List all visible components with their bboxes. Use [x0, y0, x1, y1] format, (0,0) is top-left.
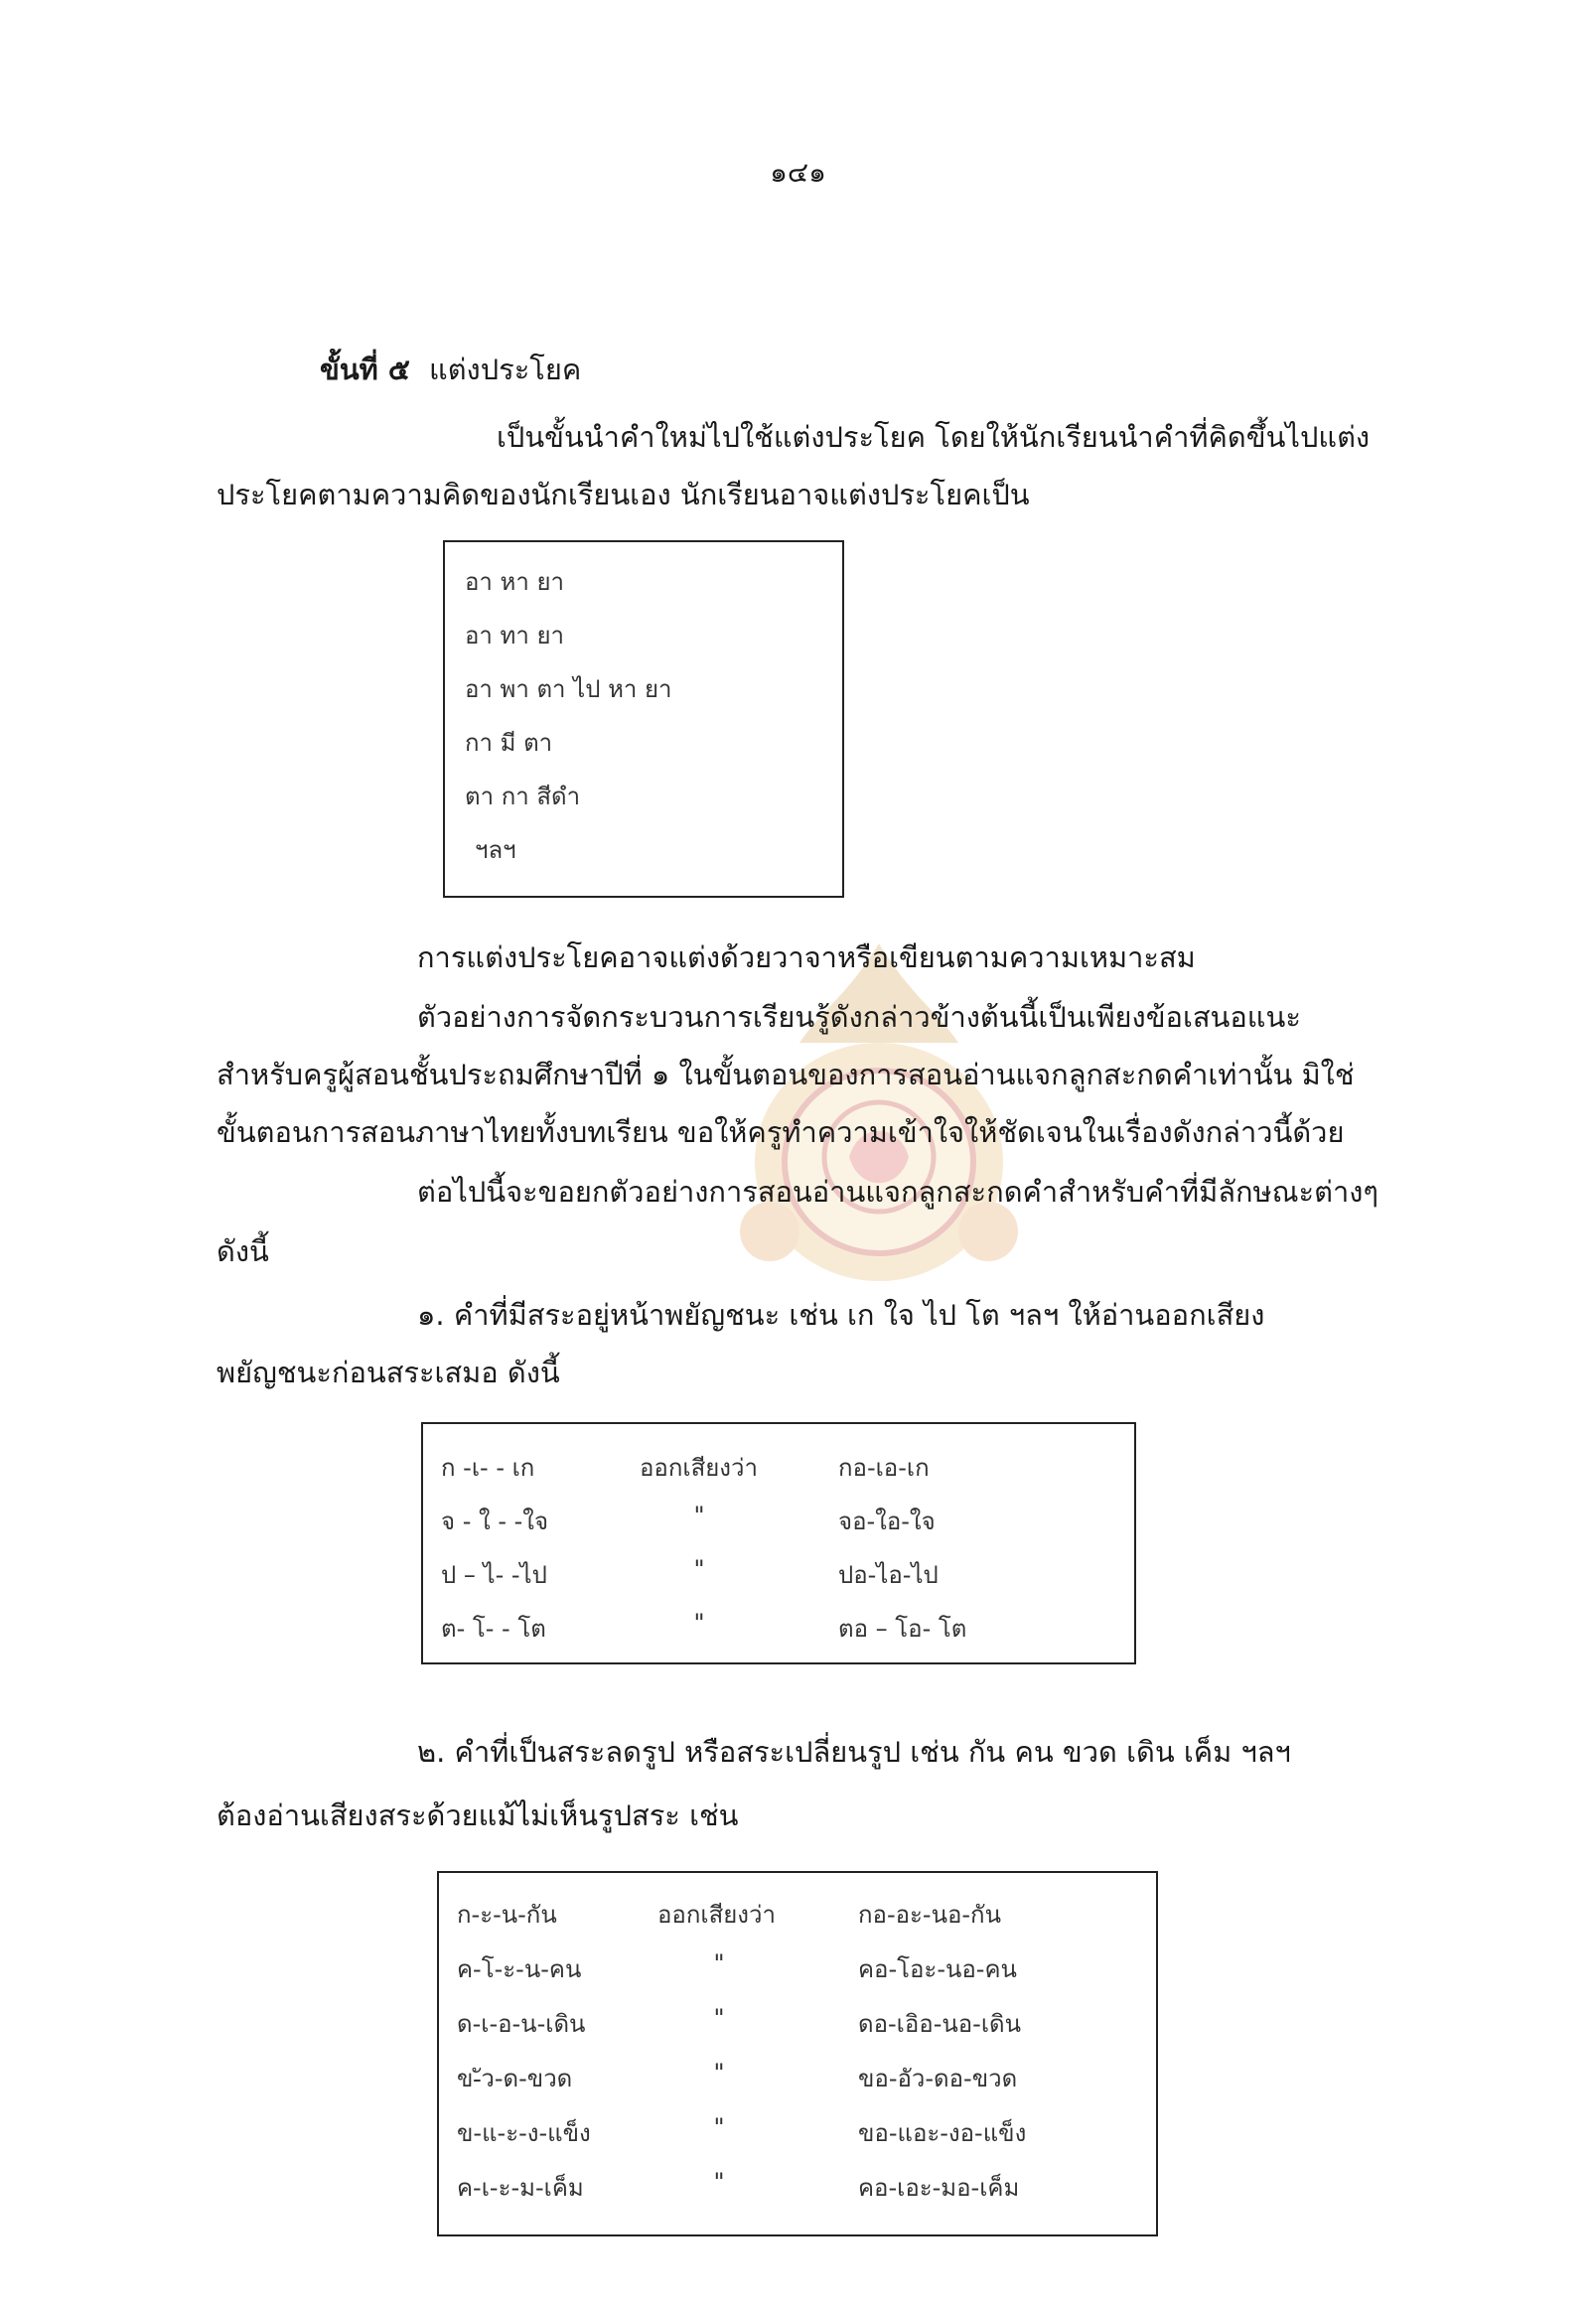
table-cell-read: ขอ-แอะ-งอ-แข็ง — [858, 2119, 1027, 2147]
table-cell-spell: ข-ัว-ด-ขวด — [457, 2065, 573, 2092]
table-cell-spell: ค-เ-ะ-ม-เค็ม — [457, 2174, 584, 2202]
paragraph-2-line-2: สำหรับครูผู้สอนชั้นประถมศึกษาปีที่ ๑ ในขั้นตอนของการสอนอ่านแจกลูกสะกดคำเท่านั้น มิใช่ — [217, 1058, 1355, 1091]
table-cell-spell: จ - ใ - -ใจ — [441, 1508, 549, 1535]
paragraph-1: การแต่งประโยคอาจแต่งด้วยวาจาหรือเขียนตามความเหมาะสม — [417, 940, 1196, 974]
example-sentence: อา ทา ยา — [465, 622, 564, 649]
table-cell-read: กอ-เอ-เก — [838, 1454, 930, 1482]
example-sentences-box — [443, 540, 844, 898]
ditto-mark: " — [713, 2168, 725, 2196]
table-cell-say-label: ออกเสียงว่า — [657, 1901, 776, 1929]
paragraph-3-line-2: ดังนี้ — [217, 1234, 269, 1268]
item-1-line-2: พยัญชนะก่อนสระเสมอ ดังนี้ — [217, 1356, 560, 1389]
table-cell-read: คอ-โอะ-นอ-คน — [858, 1955, 1017, 1983]
table-cell-read: ตอ – โอ- โต — [838, 1615, 967, 1643]
table-cell-spell: ข-แ-ะ-ง-แข็ง — [457, 2119, 591, 2147]
page-number: ๑๔๑ — [770, 156, 826, 189]
ditto-mark: " — [713, 1949, 725, 1977]
table-cell-read: จอ-ใอ-ใจ — [838, 1508, 936, 1535]
table-cell-say-label: ออกเสียงว่า — [640, 1454, 758, 1482]
paragraph-2-line-3: ขั้นตอนการสอนภาษาไทยทั้งบทเรียน ขอให้ครูทำความเข้าใจให้ชัดเจนในเรื่องดังกล่าวนี้ด้วย — [217, 1115, 1345, 1149]
table-cell-spell: ด-เ-อ-น-เดิน — [457, 2010, 586, 2038]
table-cell-spell: ก -เ- - เก — [441, 1454, 535, 1482]
paragraph-2-line-1: ตัวอย่างการจัดกระบวนการเรียนรู้ดังกล่าวข้างต้นนี้เป็นเพียงข้อเสนอแนะ — [417, 1000, 1301, 1034]
table-cell-spell: ป – ไ- -ไป — [441, 1561, 547, 1589]
item-1-line-1: ๑. คำที่มีสระอยู่หน้าพยัญชนะ เช่น เก ใจ ไป โต ฯลฯ ให้อ่านออกเสียง — [417, 1298, 1265, 1332]
table-cell-spell: ค-โ-ะ-น-คน — [457, 1955, 582, 1983]
example-sentence-etc: ฯลฯ — [475, 836, 516, 864]
item-2-line-2: ต้องอ่านเสียงสระด้วยแม้ไม่เห็นรูปสระ เช่น — [217, 1799, 739, 1832]
example-sentence: อา พา ตา ไป หา ยา — [465, 675, 672, 703]
ditto-mark: " — [713, 2004, 725, 2032]
example-sentence: กา มี ตา — [465, 729, 553, 757]
ditto-mark: " — [693, 1609, 705, 1637]
step-heading — [320, 350, 581, 389]
table-cell-read: ดอ-เอิอ-นอ-เดิน — [858, 2010, 1022, 2038]
example-sentence: ตา กา สีดำ — [465, 783, 581, 810]
step-title: แต่งประโยค — [429, 353, 582, 386]
table-cell-read: กอ-อะ-นอ-กัน — [858, 1901, 1001, 1929]
table-cell-read: ขอ-อัว-ดอ-ขวด — [858, 2065, 1018, 2092]
table-cell-spell: ก-ะ-น-กัน — [457, 1901, 557, 1929]
example-sentence: อา หา ยา — [465, 568, 564, 596]
ditto-mark: " — [693, 1555, 705, 1583]
step-label: ขั้นที่ ๕ — [320, 353, 410, 386]
ditto-mark: " — [713, 2059, 725, 2087]
spelling-table-2 — [437, 1871, 1158, 2236]
ditto-mark: " — [693, 1502, 705, 1529]
table-cell-read: คอ-เอะ-มอ-เค็ม — [858, 2174, 1020, 2202]
table-cell-spell: ต- โ- - โต — [441, 1615, 546, 1643]
table-cell-read: ปอ-ไอ-ไป — [838, 1561, 939, 1589]
intro-line-1: เป็นขั้นนำคำใหม่ไปใช้แต่งประโยค โดยให้นักเรียนนำคำที่คิดขึ้นไปแต่ง — [497, 420, 1371, 454]
intro-line-2: ประโยคตามความคิดของนักเรียนเอง นักเรียนอาจแต่งประโยคเป็น — [217, 478, 1030, 511]
spelling-table-1 — [421, 1422, 1136, 1664]
paragraph-3-line-1: ต่อไปนี้จะขอยกตัวอย่างการสอนอ่านแจกลูกสะกดคำสำหรับคำที่มีลักษณะต่างๆ — [417, 1175, 1378, 1209]
item-2-line-1: ๒. คำที่เป็นสระลดรูป หรือสระเปลี่ยนรูป เช่น กัน คน ขวด เดิน เค็ม ฯลฯ — [417, 1735, 1291, 1769]
ditto-mark: " — [713, 2113, 725, 2141]
